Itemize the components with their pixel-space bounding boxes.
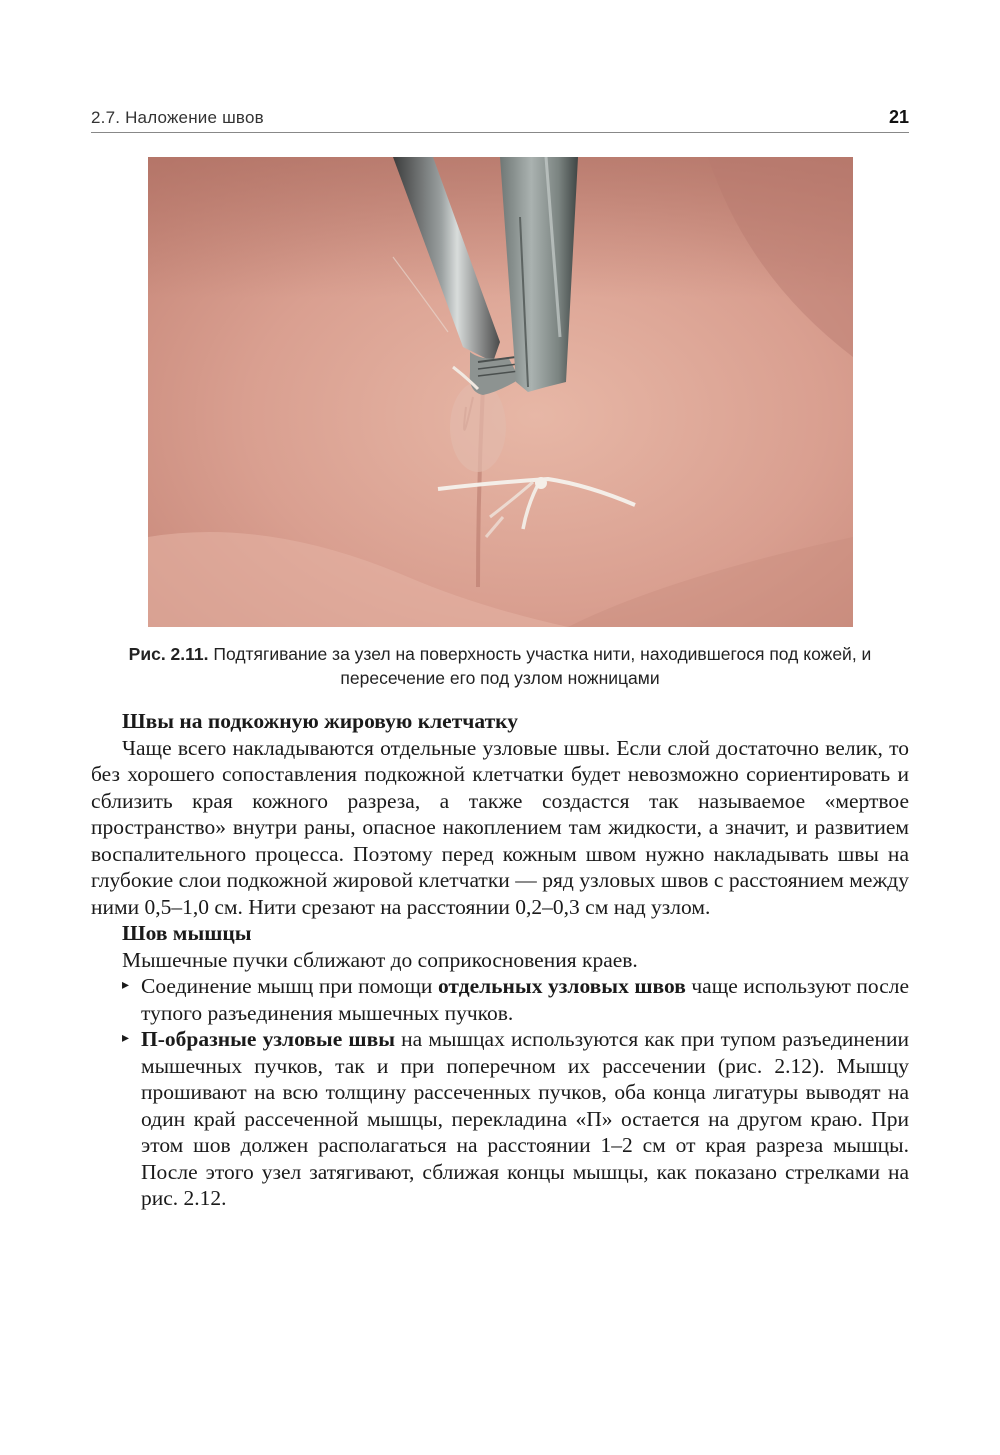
list-item-text: Соединение мышц при помощи	[141, 974, 438, 998]
list-item-text: на мышцах используются как при тупом разъединении мышечных пучков, так и при поперечном их рассечении (рис. 2.12). Мышцу прошивают на всю толщину рассеченных пучков, оба конца лигатуры выводят на один край рассеченной мышцы, перекладина «П» остается на другом краю. При этом шов должен располагаться на расстоянии 1–2 см от края разреза мышцы. После этого узел затягивают, сближая концы мышцы, как показано стрелками на рис. 2.12.	[141, 1027, 909, 1210]
page-number: 21	[888, 107, 909, 127]
section-heading: Швы на подкожную жировую клетчатку	[122, 709, 518, 733]
list-item-text: чаще используют после тупого разъединения мышечных пучков.	[141, 974, 910, 1025]
list-item-bold: П-образные узловые швы	[141, 1027, 395, 1051]
list-item-bold: отдельных узловых швов	[437, 974, 686, 998]
paragraph: Чаще всего накладываются отдельные узловые швы. Если слой достаточно велик, то без хорошего сопоставления подкожной клетчатки будет невозможно сориентировать и сблизить края кожного разреза, а также создастся так называемое «мертвое пространство» внутри раны, опасное накоплением там жидкости, а значит, и развитием воспалительного процесса. Поэтому перед кожным швом нужно накладывать швы на глубокие слои подкожной жировой клетчатки — ряд узловых швов с расстоянием между ними 0,5–1,0 см. Нити срезают на расстоянии 0,2–0,3 см над узлом.	[91, 735, 909, 919]
caption-text: Подтягивание за узел на поверхность участка нити, находившегося под кожей, и пересечение его под узлом ножницами	[213, 644, 872, 688]
bullet-list	[91, 973, 909, 1212]
paragraph: Мышечные пучки сближают до соприкосновения краев.	[122, 947, 638, 972]
body-text	[91, 708, 909, 1212]
list-item	[91, 1026, 909, 1212]
caption-label: Рис. 2.11.	[128, 644, 209, 664]
figure-caption	[91, 642, 909, 690]
list-item	[91, 973, 909, 1026]
section-title: 2.7. Наложение швов	[91, 108, 264, 127]
figure-photo	[148, 157, 853, 627]
triangle-bullet-icon: ▸	[122, 1031, 130, 1046]
running-header	[91, 106, 909, 133]
section-heading: Шов мышцы	[122, 921, 252, 945]
triangle-bullet-icon: ▸	[122, 978, 130, 993]
